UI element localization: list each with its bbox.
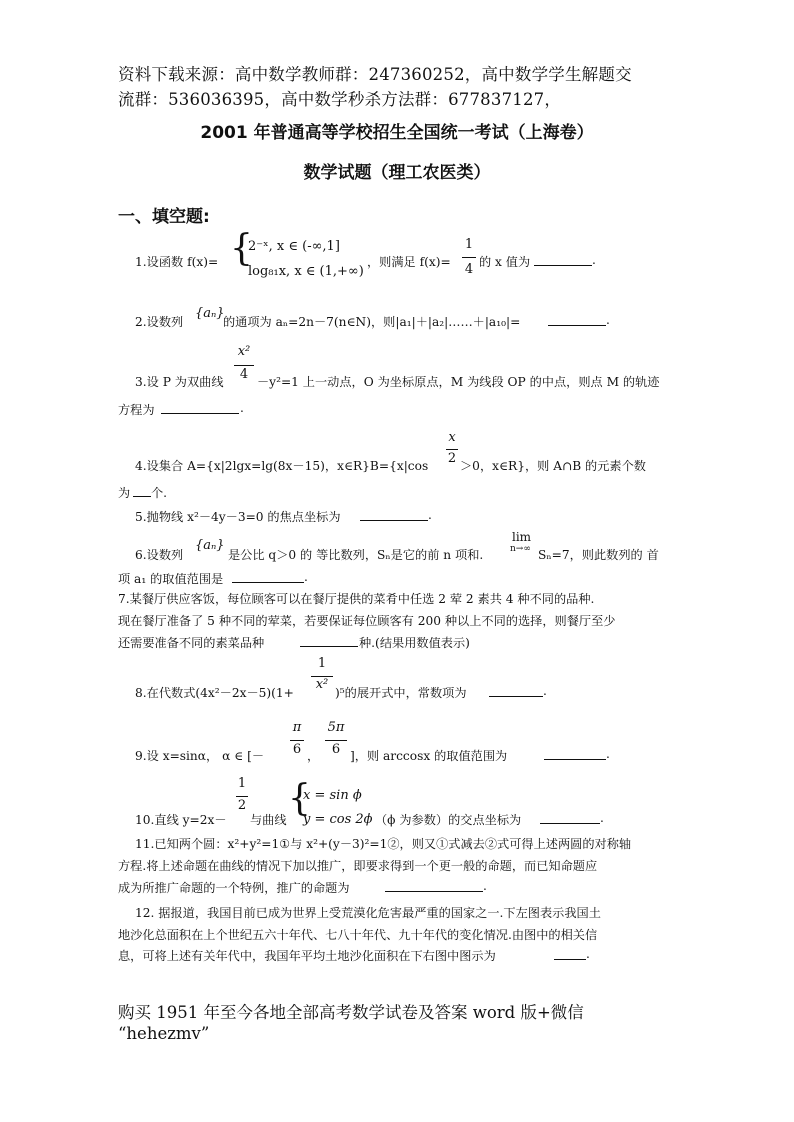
q7-line-2: 现在餐厅准备了 5 种不同的荤菜，若要保证每位顾客有 200 种以上不同的选择，则餐厅至少	[118, 614, 616, 628]
q1-frac-num: 1	[464, 237, 474, 252]
q8-end: .	[543, 684, 547, 698]
q10-mid: 与曲线	[250, 813, 287, 827]
q10-frac-den: 2	[237, 798, 247, 813]
q7-line-3a: 还需要准备不同的素菜品种	[118, 636, 265, 650]
q3-prefix: 3.设 P 为双曲线	[135, 375, 224, 389]
q10-case-1: x = sin ϕ	[303, 788, 362, 803]
q1-frac-bar	[462, 257, 476, 258]
exam-subtitle: 数学试题（理工农医类）	[303, 163, 491, 183]
q10-text: （ϕ 为参数）的交点坐标为	[375, 813, 522, 827]
q10-end: .	[600, 811, 604, 825]
q3-end: .	[240, 401, 244, 415]
q9-frac1-bar	[290, 740, 304, 741]
q11-answer-blank	[385, 879, 483, 892]
q12-end: .	[586, 947, 590, 961]
q2-sequence: {aₙ}	[195, 306, 225, 321]
footer-line-2: “hehezmv”	[118, 1024, 210, 1043]
q6-prefix: 6.设数列	[135, 548, 184, 562]
q7-line-3b: 种.(结果用数值表示)	[359, 636, 470, 650]
q8-frac-den: x²	[315, 677, 329, 692]
footer-line-1: 购买 1951 年至今各地全部高考数学试卷及答案 word 版+微信	[118, 1003, 584, 1022]
q8-frac-num: 1	[317, 656, 327, 671]
q7-line-1: 7.某餐厅供应客饭，每位顾客可以在餐厅提供的菜肴中任选 2 荤 2 素共 4 种不同的品种.	[118, 592, 595, 606]
q5-text: 5.抛物线 x²－4y－3=0 的焦点坐标为	[135, 510, 341, 524]
q11-line-3: 成为所推广命题的一个特例，推广的命题为	[118, 881, 350, 895]
q4-frac-bar	[446, 449, 458, 450]
q1-end: .	[592, 253, 596, 267]
q5-end: .	[428, 508, 432, 522]
q12-answer-blank	[554, 947, 586, 960]
q2-end: .	[606, 313, 610, 327]
q9-frac2-den: 6	[331, 742, 341, 757]
q3-line-2: 方程为	[118, 403, 155, 417]
q3-frac-num: x²	[237, 344, 251, 359]
q1-case-2: log₈₁x, x ∈ (1,+∞)	[248, 264, 364, 279]
q1-suffix: 的 x 值为	[479, 255, 531, 269]
q12-line-3: 息，可将上述有关年代中，我国年平均土地沙化面积在下右图中图示为	[118, 949, 496, 963]
q3-answer-blank	[161, 401, 239, 414]
source-line-2: 流群：536036395，高中数学秒杀方法群：677837127，	[118, 90, 562, 109]
q4-line-2: 为	[118, 486, 131, 500]
q6-lim-sub: n→∞	[510, 544, 531, 554]
q4-prefix: 4.设集合 A={x|2lgx=lg(8x－15)，x∈R}B={x|cos	[135, 459, 429, 473]
q12-line-2: 地沙化总面积在上个世纪五六十年代、七八十年代、九十年代的变化情况.由图中的相关信	[118, 928, 598, 942]
q4-frac-den: 2	[447, 451, 457, 466]
q3-text: －y²=1 上一动点，O 为坐标原点，M 为线段 OP 的中点，则点 M 的轨迹	[257, 375, 660, 389]
q8-answer-blank	[489, 684, 543, 697]
q1-case-1: 2⁻ˣ, x ∈ (-∞,1]	[248, 239, 340, 254]
q4-text: ＞0，x∈R}，则 A∩B 的元素个数	[460, 459, 646, 473]
q2-prefix: 2.设数列	[135, 315, 184, 329]
q9-frac1-den: 6	[292, 742, 302, 757]
q10-case-2: y = cos 2ϕ	[303, 812, 373, 827]
q9-end: .	[606, 747, 610, 761]
q2-answer-blank	[548, 313, 606, 326]
q9-text: ]，则 arccosx 的取值范围为	[350, 749, 508, 763]
q2-text: 的通项为 aₙ=2n－7(n∈N)，则|a₁|＋|a₂|……＋|a₁₀|=	[223, 315, 521, 329]
q6-text-2: Sₙ=7，则此数列的 首	[538, 548, 659, 562]
q1-frac-den: 4	[464, 262, 474, 277]
q6-text-1: 是公比 q＞0 的 等比数列，Sₙ是它的前 n 项和.	[228, 548, 484, 562]
q1-brace: {	[230, 228, 253, 269]
q4-answer-blank	[133, 484, 151, 497]
q9-comma: ，	[307, 749, 320, 763]
q6-sequence: {aₙ}	[195, 538, 225, 553]
q7-answer-blank	[300, 634, 358, 647]
q10-answer-blank	[540, 811, 600, 824]
q9-frac2-bar	[325, 740, 347, 741]
q9-answer-blank	[544, 747, 606, 760]
q4-end: 个.	[151, 486, 168, 500]
q1-prefix: 1.设函数 f(x)=	[135, 255, 219, 269]
q4-frac-num: x	[448, 430, 456, 445]
q9-prefix: 9.设 x=sinα， α ∈ [－	[135, 749, 265, 763]
q11-line-1: 11.已知两个圆：x²+y²=1①与 x²+(y－3)²=1②，则又①式减去②式可得上述两圆的对称轴	[135, 837, 632, 851]
q1-answer-blank	[534, 253, 592, 266]
q9-frac2-num: 5π	[327, 720, 345, 735]
q10-frac-num: 1	[237, 776, 247, 791]
q6-answer-blank	[232, 570, 304, 583]
q11-end: .	[483, 879, 487, 893]
q3-frac-bar	[234, 365, 254, 366]
q6-line-2: 项 a₁ 的取值范围是	[118, 572, 224, 586]
q9-frac1-num: π	[292, 720, 302, 735]
q11-line-2: 方程.将上述命题在曲线的情况下加以推广，即要求得到一个更一般的命题，而已知命题应	[118, 859, 598, 873]
q8-prefix: 8.在代数式(4x²－2x－5)(1+	[135, 686, 294, 700]
q3-frac-den: 4	[239, 367, 249, 382]
q12-line-1: 12. 据报道，我国目前已成为世界上受荒漠化危害最严重的国家之一.下左图表示我国土	[135, 906, 601, 920]
q1-mid: ，则满足 f(x)=	[367, 255, 451, 269]
source-line-1: 资料下载来源：高中数学教师群：247360252，高中数学学生解题交	[118, 65, 632, 84]
section-heading: 一、填空题:	[118, 207, 210, 227]
q6-lim: lim	[512, 530, 532, 544]
q6-end: .	[304, 570, 308, 584]
q10-frac-bar	[236, 796, 248, 797]
exam-title: 2001 年普通高等学校招生全国统一考试（上海卷）	[200, 123, 594, 143]
q5-answer-blank	[360, 508, 428, 521]
q8-text: )⁵的展开式中，常数项为	[335, 686, 467, 700]
q10-brace: {	[288, 778, 311, 819]
q10-prefix: 10.直线 y=2x－	[135, 813, 227, 827]
